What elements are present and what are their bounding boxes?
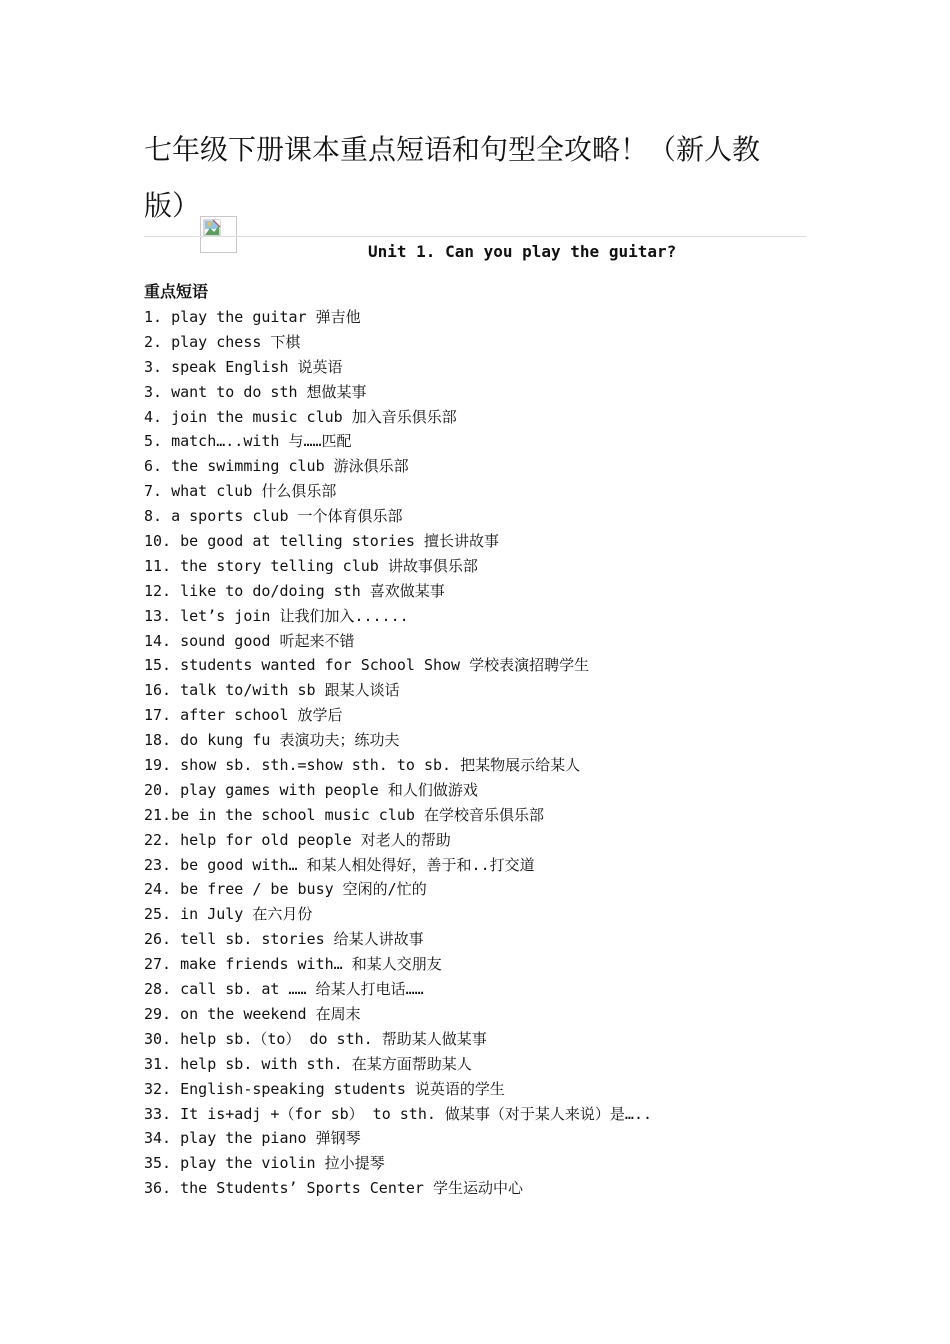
horizontal-divider bbox=[144, 236, 806, 237]
list-item: 26. tell sb. stories 给某人讲故事 bbox=[144, 930, 424, 949]
list-item: 34. play the piano 弹钢琴 bbox=[144, 1129, 361, 1148]
list-item: 18. do kung fu 表演功夫；练功夫 bbox=[144, 731, 400, 750]
list-item: 11. the story telling club 讲故事俱乐部 bbox=[144, 556, 478, 575]
document-title bbox=[144, 128, 806, 261]
list-item: 22. help for old people 对老人的帮助 bbox=[144, 830, 451, 849]
list-item: 6. the swimming club 游泳俱乐部 bbox=[144, 457, 409, 476]
list-item: 32. English-speaking students 说英语的学生 bbox=[144, 1079, 505, 1098]
list-item: 12. like to do/doing sth 喜欢做某事 bbox=[144, 581, 445, 600]
title-line-1: 七年级下册课本重点短语和句型全攻略！（新人教 bbox=[144, 133, 761, 166]
list-item: 1. play the guitar 弹吉他 bbox=[144, 308, 361, 326]
broken-image-icon bbox=[200, 216, 237, 253]
broken-image-graphic bbox=[201, 217, 236, 252]
title-line-2-row bbox=[144, 172, 806, 261]
list-item: 27. make friends with… 和某人交朋友 bbox=[144, 955, 442, 974]
list-item: 3. speak English 说英语 bbox=[144, 357, 343, 376]
list-item: 31. help sb. with sth. 在某方面帮助某人 bbox=[144, 1054, 472, 1073]
list-item: 33. It is+adj +（for sb） to sth. 做某事（对于某人来说）是….. bbox=[144, 1104, 653, 1123]
list-item: 23. be good with… 和某人相处得好，善于和..打交道 bbox=[144, 855, 535, 874]
unit-title: Unit 1. Can you play the guitar? bbox=[368, 242, 677, 261]
list-item: 21.be in the school music club 在学校音乐俱乐部 bbox=[144, 805, 544, 824]
list-item: 25. in July 在六月份 bbox=[144, 905, 313, 924]
list-item: 29. on the weekend 在周末 bbox=[144, 1004, 361, 1023]
list-item: 16. talk to/with sb 跟某人谈话 bbox=[144, 681, 400, 700]
list-item: 35. play the violin 拉小提琴 bbox=[144, 1154, 385, 1173]
list-item: 8. a sports club 一个体育俱乐部 bbox=[144, 507, 403, 526]
list-item: 3. want to do sth 想做某事 bbox=[144, 382, 367, 401]
list-item: 24. be free / be busy 空闲的/忙的 bbox=[144, 880, 427, 899]
title-line-2: 版） bbox=[144, 189, 201, 222]
list-item: 13. let’s join 让我们加入...... bbox=[144, 606, 409, 625]
list-item: 19. show sb. sth.=show sth. to sb. 把某物展示给某人 bbox=[144, 756, 581, 775]
list-item: 2. play chess 下棋 bbox=[144, 332, 301, 351]
list-item: 5. match…..with 与……匹配 bbox=[144, 432, 352, 451]
list-item: 36. the Students’ Sports Center 学生运动中心 bbox=[144, 1179, 523, 1198]
section-heading: 重点短语 bbox=[144, 282, 209, 301]
list-item: 7. what club 什么俱乐部 bbox=[144, 482, 337, 501]
list-item: 17. after school 放学后 bbox=[144, 706, 343, 725]
list-item: 28. call sb. at …… 给某人打电话…… bbox=[144, 980, 424, 999]
list-item: 20. play games with people 和人们做游戏 bbox=[144, 780, 478, 799]
list-item: 15. students wanted for School Show 学校表演招聘学生 bbox=[144, 656, 590, 675]
list-item: 10. be good at telling stories 擅长讲故事 bbox=[144, 532, 499, 551]
phrase-list bbox=[144, 305, 806, 1201]
list-item: 4. join the music club 加入音乐俱乐部 bbox=[144, 407, 457, 426]
list-item: 30. help sb.（to） do sth. 帮助某人做某事 bbox=[144, 1029, 487, 1048]
list-item: 14. sound good 听起来不错 bbox=[144, 631, 355, 650]
